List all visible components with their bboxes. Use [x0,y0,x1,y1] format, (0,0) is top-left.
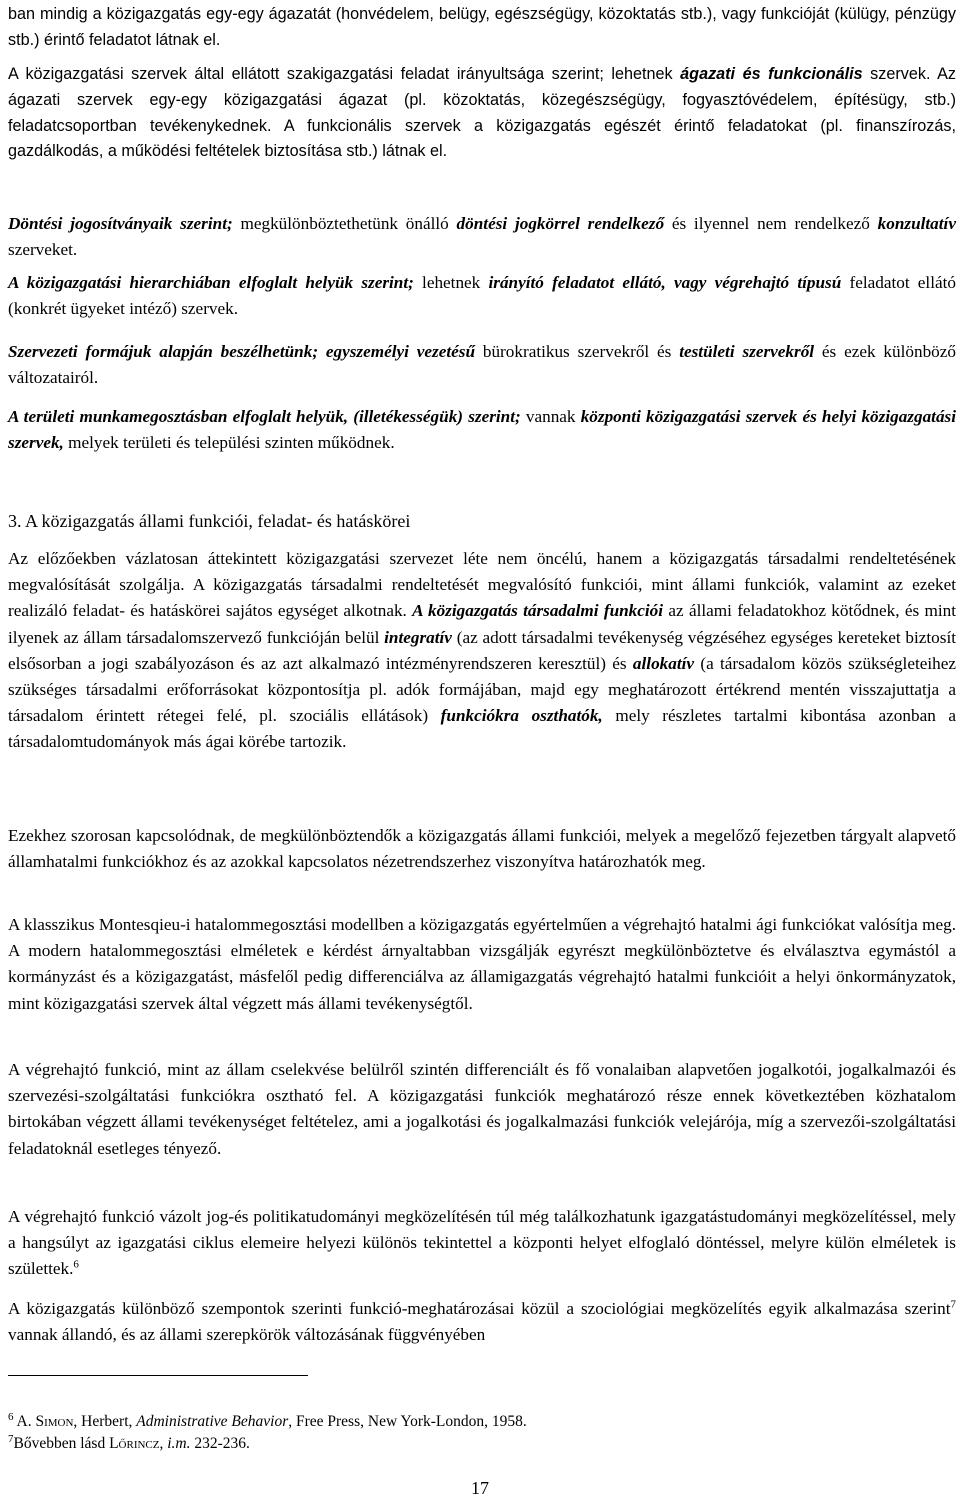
emphasis-text: konzultatív [877,214,956,233]
emphasis-text: központi közigazgatási szervek és helyi közigazgatási szervek, [8,407,956,453]
text-run: , Free Press, New York-London, 1958. [288,1413,527,1430]
paragraph-vegrehajto-funkcio [8,1057,956,1162]
text-run: szervek. Az ágazati szervek egy-egy közigazgatási ágazat (pl. közoktatás, közegészségügy, fogyasztóvédelem, építésügy, stb.) feladatcsoportban tevékenykednek. A funkcionális szervek a közigazgatás egészét érintő feladatokat (pl. finanszírozás, gazdálkodás, a működési feltételek biztosítása stb.) látnak el. [8,65,957,161]
footnote-ref: 7 [950,1298,956,1311]
emphasis-text: Simon [35,1413,74,1430]
text-run: 232-236. [190,1435,250,1452]
text-run: az állami feladatokhoz kötődnek, és mint ilyenek az állam társadalomszervező funkcióján belül [8,601,956,647]
text-run: lehetnek [413,273,489,292]
text-run: mely részletes tartalmi kibontása azonban a társadalomtudományok más ágai körébe tartozik. [8,706,957,752]
footnote-ref: 6 [8,1410,14,1423]
emphasis-text: integratív [384,627,452,647]
text-run: A végrehajtó funkció, mint az állam cselekvése belülről szintén differenciált és fő vonalaiban alapvetően jogalkotói, jogalkalmazói és szervezési-szolgáltatási funkciókra osztható fel. A közigazgatási funkciók meghatározó része ennek következtében közhatalom birtokában végzett állami tevékenységet feltételez, ami a jogalkotási és jogalkalmazási funkciók velejárója, míg a szervezői-szolgáltatási feladatoknál esetleges tényező. [8,1060,956,1158]
emphasis-text: Szervezeti formájuk alapján beszélhetünk; egyszemélyi vezetésű [8,342,476,361]
paragraph-teruleti-munkamegosztas [8,404,956,456]
paragraph-szociologiai [8,1296,956,1348]
emphasis-text: Döntési jogosítványaik szerint; [8,214,233,233]
text-run: megkülönböztethetünk önálló [232,214,457,233]
paragraph-kapcsolodo-funkciok [8,823,956,875]
text-run: vannak [520,407,581,426]
paragraph-ágazati-funkcionalis [8,62,956,165]
text-run: és ezek különböző változatairól. [8,342,956,388]
text-run: melyek területi és települési szinten működnek. [63,433,395,453]
text-run: Az előzőekben vázlatosan áttekintett közigazgatási szervezet léte nem öncélú, hanem a közigazgatás társadalmi rendeltetésének megvalósítását szolgálja. A közigazgatás társadalmi rendeltetését megvalósító funkciói, mint állami funkciók, valamint az ezeket realizáló feladat- és hatáskörei sajátos egységet alkotnak. [8,549,956,621]
emphasis-text: döntési jogkörrel rendelkező [456,214,665,233]
emphasis-text: A közigazgatási hierarchiában elfoglalt helyük szerint; [8,273,414,292]
text-run: A közigazgatási szervek által ellátott szakigazgatási feladat irányultsága szerint; lehetnek [8,65,681,83]
text-run: bürokratikus szervekről és [475,342,680,361]
footnote-6 [8,1411,948,1433]
text-run: ban mindig a közigazgatás egy-egy ágazatát (honvédelem, belügy, egészségügy, közoktatás stb.), vagy funkcióját (külügy, pénzügy stb.) érintő feladatot látnak el. [8,5,956,49]
text-run: A. [13,1413,36,1430]
text-run: Bővebben lásd L [13,1435,119,1452]
text-run: A végrehajtó funkció vázolt jog-és politikatudományi megközelítésén túl még találkozhatunk igazgatástudományi megközelítéssel, mely a hangsúlyt az igazgatási ciklus elemeire helyezi különös tekintettel a központi helyet elfoglaló döntéssel, melyre külön elméletek is születtek. [8,1207,956,1279]
emphasis-text: testületi szervekről [679,342,815,361]
paragraph-dontesi-jogositvany [8,211,956,263]
text-run: (az adott társadalmi tevékenység végzéséhez egységes kereteket biztosít elsősorban a jogi szabályozáson és az azt alkalmazó intézményrendszeren keresztül) és [8,627,956,673]
text-run: A közigazgatás különböző szempontok szerinti funkció-meghatározásai közül a szociológiai megközelítés egyik alkalmazása szerint [8,1299,951,1318]
text-run: és ilyennel nem rendelkező [664,214,878,233]
emphasis-text: funkciókra oszthatók, [440,706,603,726]
paragraph-continuation [8,2,956,54]
text-run: , Herbert, [73,1413,137,1430]
emphasis-text: őrincz [118,1435,160,1452]
emphasis-text: Administrative Behavior [136,1413,289,1430]
text-run: feladatot ellátó (konkrét ügyeket intéző) szervek. [8,273,956,319]
text-run: Ezekhez szorosan kapcsolódnak, de megkülönböztendők a közigazgatás állami funkciói, melyek a megelőző fejezetben tárgyalt alapvető államhatalmi funkciókhoz és az azokkal kapcsolatos nézetrendszerhez viszonyítva határozhatók meg. [8,826,956,872]
text-run: (a társadalom közös szükségleteihez szükséges társadalmi erőforrásokat központosítja pl. adók formájában, majd egy meghatározott értékrend mentén visszajuttatja a társadalom érintett rétegei felé, pl. szociális ellátások) [8,653,956,726]
emphasis-text: i.m. [167,1435,191,1452]
emphasis-text: allokatív [632,653,695,673]
page-number: 17 [471,1478,489,1498]
footnote-ref: 7 [8,1432,14,1445]
emphasis-text: ágazati és funkcionális [680,65,863,83]
emphasis-text: A közigazgatás társadalmi funkciói [412,601,664,621]
text-run: vannak állandó, és az állami szerepkörök változásának függvényében [8,1325,486,1345]
paragraph-hierarchia [8,270,956,322]
text-run: szerveket. [8,240,78,260]
paragraph-igazgatastudomany [8,1204,956,1283]
emphasis-text: A területi munkamegosztásban elfoglalt helyük, (illetékességük) szerint; [8,407,521,426]
text-run: , [159,1435,168,1452]
paragraph-montesquieu [8,912,956,1017]
footnote-7 [8,1433,948,1455]
text-run: A klasszikus Montesqieu-i hatalommegosztási modellben a közigazgatás egyértelműen a végrehajtó hatalmi ági funkciókat valósítja meg. A modern hatalommegosztási elméletek e kérdést árnyaltabban vizsgálják egyrészt megkülönböztetve és elválasztva egymástól a kormányzást és a közigazgatást, másfelől pedig differenciálva az államigazgatás végrehajtó hatalmi funkcióit a helyi önkormányzatok, mint közigazgatási szervek által végzett más állami tevékenységtől. [8,915,956,1013]
paragraph-allami-funkciok [8,546,956,756]
footnote-separator [8,1375,308,1376]
emphasis-text: irányító feladatot ellátó, vagy végrehajtó típusú [488,273,842,292]
section-heading: 3. A közigazgatás állami funkciói, feladat- és hatáskörei [8,511,411,531]
footnote-ref: 6 [73,1258,79,1271]
paragraph-szervezeti-forma [8,339,956,391]
